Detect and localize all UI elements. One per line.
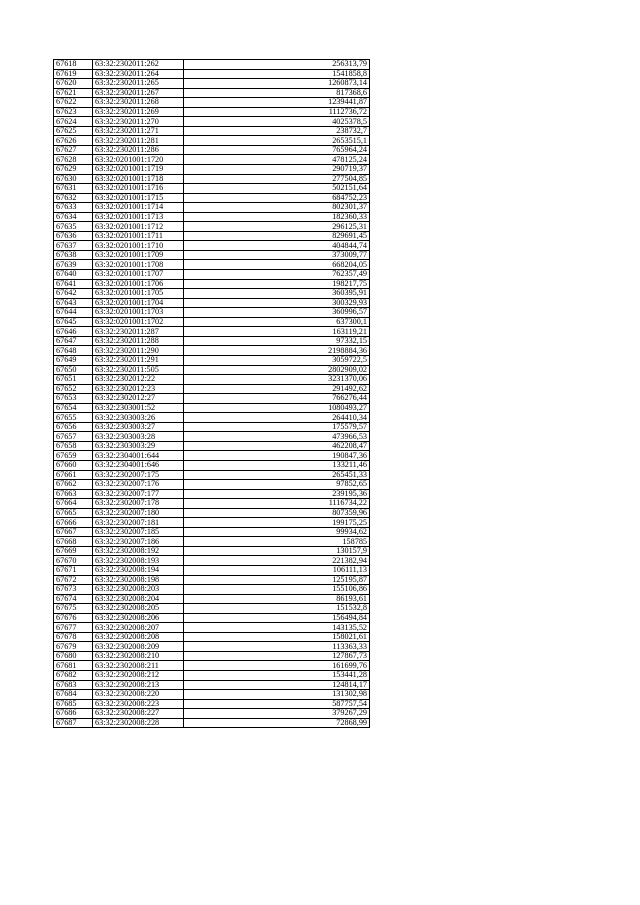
cadastral-value-cell: 198217,75 (184, 279, 370, 289)
cadastral-value-cell: 2198884,36 (184, 346, 370, 356)
row-number-cell: 67670 (54, 556, 93, 566)
cadastral-value-cell: 158021,61 (184, 632, 370, 642)
cadastral-number-cell: 63:32:2302011:290 (93, 346, 184, 356)
cadastral-number-cell: 63:32:2303003:28 (93, 432, 184, 442)
row-number-cell: 67685 (54, 699, 93, 709)
cadastral-value-cell: 765964,24 (184, 145, 370, 155)
cadastral-value-cell: 462208,47 (184, 441, 370, 451)
cadastral-value-cell: 277504,85 (184, 174, 370, 184)
table-row (54, 126, 370, 136)
row-number-cell: 67664 (54, 499, 93, 509)
table-row (54, 489, 370, 499)
cadastral-value-cell: 124814,17 (184, 680, 370, 690)
table-row (54, 60, 370, 70)
row-number-cell: 67625 (54, 126, 93, 136)
table-row (54, 384, 370, 394)
row-number-cell: 67644 (54, 308, 93, 318)
cadastral-number-cell: 63:32:0201001:1708 (93, 260, 184, 270)
table-row (54, 623, 370, 633)
table-row (54, 145, 370, 155)
cadastral-number-cell: 63:32:0201001:1712 (93, 222, 184, 232)
row-number-cell: 67626 (54, 136, 93, 146)
row-number-cell: 67628 (54, 155, 93, 165)
row-number-cell: 67627 (54, 145, 93, 155)
table-row (54, 107, 370, 117)
table-row (54, 231, 370, 241)
table-row (54, 594, 370, 604)
table-row (54, 613, 370, 623)
cadastral-number-cell: 63:32:2302011:291 (93, 355, 184, 365)
cadastral-number-cell: 63:32:0201001:1702 (93, 317, 184, 327)
cadastral-number-cell: 63:32:2302011:505 (93, 365, 184, 375)
table-row (54, 117, 370, 127)
cadastral-value-cell: 127867,73 (184, 651, 370, 661)
table-row (54, 413, 370, 423)
cadastral-value-cell: 151532,8 (184, 604, 370, 614)
row-number-cell: 67637 (54, 241, 93, 251)
cadastral-number-cell: 63:32:0201001:1711 (93, 231, 184, 241)
row-number-cell: 67651 (54, 375, 93, 385)
cadastral-value-cell: 3231370,06 (184, 375, 370, 385)
cadastral-value-cell: 817368,6 (184, 88, 370, 98)
row-number-cell: 67655 (54, 413, 93, 423)
row-number-cell: 67622 (54, 98, 93, 108)
row-number-cell: 67629 (54, 165, 93, 175)
cadastral-value-cell: 829691,45 (184, 231, 370, 241)
row-number-cell: 67619 (54, 69, 93, 79)
cadastral-number-cell: 63:32:2303001:52 (93, 403, 184, 413)
table-row (54, 365, 370, 375)
table-row (54, 260, 370, 270)
cadastral-value-cell: 199175,25 (184, 518, 370, 528)
cadastral-value-cell: 264410,34 (184, 413, 370, 423)
cadastral-number-cell: 63:32:2302012:23 (93, 384, 184, 394)
table-row (54, 422, 370, 432)
row-number-cell: 67679 (54, 642, 93, 652)
row-number-cell: 67684 (54, 690, 93, 700)
cadastral-number-cell: 63:32:2302008:203 (93, 585, 184, 595)
table-row (54, 79, 370, 89)
row-number-cell: 67666 (54, 518, 93, 528)
row-number-cell: 67633 (54, 203, 93, 213)
table-row (54, 565, 370, 575)
table-row (54, 270, 370, 280)
row-number-cell: 67654 (54, 403, 93, 413)
cadastral-number-cell: 63:32:2303003:27 (93, 422, 184, 432)
cadastral-number-cell: 63:32:2302007:185 (93, 527, 184, 537)
row-number-cell: 67665 (54, 508, 93, 518)
cadastral-number-cell: 63:32:0201001:1720 (93, 155, 184, 165)
cadastral-number-cell: 63:32:2302011:269 (93, 107, 184, 117)
cadastral-value-cell: 1112736,72 (184, 107, 370, 117)
table-row (54, 451, 370, 461)
cadastral-number-cell: 63:32:2302008:210 (93, 651, 184, 661)
cadastral-number-cell: 63:32:2302007:177 (93, 489, 184, 499)
cadastral-number-cell: 63:32:0201001:1716 (93, 184, 184, 194)
cadastral-number-cell: 63:32:0201001:1705 (93, 289, 184, 299)
cadastral-value-cell: 239195,36 (184, 489, 370, 499)
cadastral-number-cell: 63:32:2302011:287 (93, 327, 184, 337)
cadastral-number-cell: 63:32:2302007:181 (93, 518, 184, 528)
cadastral-number-cell: 63:32:2302008:211 (93, 661, 184, 671)
table-row (54, 441, 370, 451)
table-row (54, 241, 370, 251)
table-row (54, 556, 370, 566)
table-row (54, 460, 370, 470)
row-number-cell: 67646 (54, 327, 93, 337)
table-body (54, 60, 370, 728)
cadastral-number-cell: 63:32:2302011:286 (93, 145, 184, 155)
table-row (54, 250, 370, 260)
table-row (54, 651, 370, 661)
cadastral-value-cell: 290719,37 (184, 165, 370, 175)
cadastral-value-cell: 379267,29 (184, 709, 370, 719)
cadastral-value-cell: 163119,21 (184, 327, 370, 337)
cadastral-number-cell: 63:32:0201001:1714 (93, 203, 184, 213)
cadastral-value-cell: 158785 (184, 537, 370, 547)
row-number-cell: 67669 (54, 546, 93, 556)
cadastral-value-cell: 221382,94 (184, 556, 370, 566)
cadastral-value-cell: 86193,61 (184, 594, 370, 604)
row-number-cell: 67621 (54, 88, 93, 98)
cadastral-value-cell: 4025378,5 (184, 117, 370, 127)
table-row (54, 575, 370, 585)
cadastral-number-cell: 63:32:0201001:1703 (93, 308, 184, 318)
cadastral-number-cell: 63:32:2304001:644 (93, 451, 184, 461)
table-row (54, 279, 370, 289)
row-number-cell: 67620 (54, 79, 93, 89)
cadastral-value-cell: 684752,23 (184, 193, 370, 203)
row-number-cell: 67663 (54, 489, 93, 499)
cadastral-number-cell: 63:32:2302008:223 (93, 699, 184, 709)
cadastral-value-cell: 2802909,02 (184, 365, 370, 375)
row-number-cell: 67639 (54, 260, 93, 270)
row-number-cell: 67632 (54, 193, 93, 203)
row-number-cell: 67667 (54, 527, 93, 537)
cadastral-value-cell: 668204,05 (184, 260, 370, 270)
cadastral-number-cell: 63:32:0201001:1706 (93, 279, 184, 289)
cadastral-value-cell: 256313,79 (184, 60, 370, 70)
row-number-cell: 67660 (54, 460, 93, 470)
table-row (54, 642, 370, 652)
table-row (54, 671, 370, 681)
table-row (54, 632, 370, 642)
table-row (54, 394, 370, 404)
row-number-cell: 67656 (54, 422, 93, 432)
cadastral-number-cell: 63:32:0201001:1715 (93, 193, 184, 203)
cadastral-number-cell: 63:32:0201001:1704 (93, 298, 184, 308)
row-number-cell: 67674 (54, 594, 93, 604)
row-number-cell: 67648 (54, 346, 93, 356)
cadastral-value-cell: 360996,57 (184, 308, 370, 318)
cadastral-value-cell: 300329,93 (184, 298, 370, 308)
row-number-cell: 67638 (54, 250, 93, 260)
cadastral-value-cell: 802301,37 (184, 203, 370, 213)
cadastral-value-cell: 155106,86 (184, 585, 370, 595)
row-number-cell: 67650 (54, 365, 93, 375)
cadastral-number-cell: 63:32:2302011:267 (93, 88, 184, 98)
row-number-cell: 67649 (54, 355, 93, 365)
table-row (54, 88, 370, 98)
cadastral-number-cell: 63:32:0201001:1709 (93, 250, 184, 260)
table-row (54, 585, 370, 595)
row-number-cell: 67645 (54, 317, 93, 327)
cadastral-value-cell: 807359,96 (184, 508, 370, 518)
cadastral-number-cell: 63:32:2302007:175 (93, 470, 184, 480)
cadastral-value-cell: 1116734,22 (184, 499, 370, 509)
table-row (54, 222, 370, 232)
cadastral-value-cell: 502151,64 (184, 184, 370, 194)
cadastral-value-cell: 97852,65 (184, 480, 370, 490)
cadastral-number-cell: 63:32:2302008:212 (93, 671, 184, 681)
row-number-cell: 67678 (54, 632, 93, 642)
cadastral-number-cell: 63:32:2303003:29 (93, 441, 184, 451)
table-row (54, 289, 370, 299)
table-row (54, 355, 370, 365)
row-number-cell: 67640 (54, 270, 93, 280)
row-number-cell: 67683 (54, 680, 93, 690)
cadastral-number-cell: 63:32:2302011:265 (93, 79, 184, 89)
table-row (54, 432, 370, 442)
cadastral-value-cell: 113363,33 (184, 642, 370, 652)
cadastral-value-cell: 1080493,27 (184, 403, 370, 413)
cadastral-value-cell: 130157,9 (184, 546, 370, 556)
row-number-cell: 67630 (54, 174, 93, 184)
cadastral-number-cell: 63:32:2302011:262 (93, 60, 184, 70)
cadastral-number-cell: 63:32:2302008:206 (93, 613, 184, 623)
cadastral-number-cell: 63:32:0201001:1710 (93, 241, 184, 251)
table-row (54, 184, 370, 194)
cadastral-value-cell: 133211,46 (184, 460, 370, 470)
cadastral-number-cell: 63:32:2302008:205 (93, 604, 184, 614)
cadastral-number-cell: 63:32:2302008:204 (93, 594, 184, 604)
table-row (54, 69, 370, 79)
table-row (54, 346, 370, 356)
row-number-cell: 67634 (54, 212, 93, 222)
row-number-cell: 67635 (54, 222, 93, 232)
cadastral-number-cell: 63:32:0201001:1713 (93, 212, 184, 222)
table-row (54, 212, 370, 222)
table-row (54, 165, 370, 175)
cadastral-value-cell: 766276,44 (184, 394, 370, 404)
cadastral-value-cell: 2653515,1 (184, 136, 370, 146)
cadastral-value-cell: 373009,77 (184, 250, 370, 260)
cadastral-value-cell: 360395,91 (184, 289, 370, 299)
row-number-cell: 67661 (54, 470, 93, 480)
row-number-cell: 67642 (54, 289, 93, 299)
row-number-cell: 67624 (54, 117, 93, 127)
table-row (54, 680, 370, 690)
row-number-cell: 67647 (54, 336, 93, 346)
cadastral-value-cell: 587757,54 (184, 699, 370, 709)
cadastral-number-cell: 63:32:2302011:281 (93, 136, 184, 146)
cadastral-value-cell: 762357,49 (184, 270, 370, 280)
cadastral-value-cell: 161699,76 (184, 661, 370, 671)
table-row (54, 546, 370, 556)
cadastral-number-cell: 63:32:2302008:198 (93, 575, 184, 585)
cadastral-number-cell: 63:32:2302007:178 (93, 499, 184, 509)
cadastral-number-cell: 63:32:2302011:270 (93, 117, 184, 127)
cadastral-number-cell: 63:32:2302008:207 (93, 623, 184, 633)
table-row (54, 375, 370, 385)
cadastral-value-cell: 153441,28 (184, 671, 370, 681)
table-row (54, 136, 370, 146)
row-number-cell: 67680 (54, 651, 93, 661)
cadastral-number-cell: 63:32:0201001:1718 (93, 174, 184, 184)
table-row (54, 718, 370, 728)
table-row (54, 527, 370, 537)
row-number-cell: 67677 (54, 623, 93, 633)
row-number-cell: 67686 (54, 709, 93, 719)
cadastral-number-cell: 63:32:2302011:268 (93, 98, 184, 108)
cadastral-value-cell: 190847,36 (184, 451, 370, 461)
cadastral-number-cell: 63:32:2302007:176 (93, 480, 184, 490)
cadastral-value-cell: 182360,33 (184, 212, 370, 222)
row-number-cell: 67672 (54, 575, 93, 585)
cadastral-number-cell: 63:32:2302008:220 (93, 690, 184, 700)
cadastral-value-cell: 99934,62 (184, 527, 370, 537)
table-row (54, 308, 370, 318)
row-number-cell: 67657 (54, 432, 93, 442)
cadastral-number-cell: 63:32:2302011:288 (93, 336, 184, 346)
row-number-cell: 67681 (54, 661, 93, 671)
table-row (54, 499, 370, 509)
cadastral-number-cell: 63:32:2302012:22 (93, 375, 184, 385)
cadastral-value-cell: 637300,1 (184, 317, 370, 327)
cadastral-number-cell: 63:32:2302008:193 (93, 556, 184, 566)
row-number-cell: 67643 (54, 298, 93, 308)
table-row (54, 317, 370, 327)
cadastral-value-cell: 291492,62 (184, 384, 370, 394)
cadastral-number-cell: 63:32:2302007:186 (93, 537, 184, 547)
cadastral-number-cell: 63:32:2302011:264 (93, 69, 184, 79)
cadastral-value-cell: 1239441,87 (184, 98, 370, 108)
table-row (54, 203, 370, 213)
table-row (54, 327, 370, 337)
cadastral-number-cell: 63:32:2302008:208 (93, 632, 184, 642)
cadastral-number-cell: 63:32:2302008:227 (93, 709, 184, 719)
row-number-cell: 67676 (54, 613, 93, 623)
table-row (54, 480, 370, 490)
cadastral-number-cell: 63:32:2302008:228 (93, 718, 184, 728)
cadastral-number-cell: 63:32:2302007:180 (93, 508, 184, 518)
table-row (54, 336, 370, 346)
row-number-cell: 67658 (54, 441, 93, 451)
table-row (54, 508, 370, 518)
cadastral-value-cell: 106111,13 (184, 565, 370, 575)
table-row (54, 661, 370, 671)
cadastral-value-cell: 175579,57 (184, 422, 370, 432)
cadastral-value-cell: 3059722,5 (184, 355, 370, 365)
row-number-cell: 67631 (54, 184, 93, 194)
cadastral-number-cell: 63:32:2302008:192 (93, 546, 184, 556)
cadastral-number-cell: 63:32:2302008:213 (93, 680, 184, 690)
cadastral-value-cell: 72868,99 (184, 718, 370, 728)
cadastral-number-cell: 63:32:0201001:1707 (93, 270, 184, 280)
row-number-cell: 67652 (54, 384, 93, 394)
cadastral-value-cell: 156494,84 (184, 613, 370, 623)
table-row (54, 193, 370, 203)
table-row (54, 690, 370, 700)
table-row (54, 699, 370, 709)
row-number-cell: 67682 (54, 671, 93, 681)
cadastral-value-cell: 97332,15 (184, 336, 370, 346)
row-number-cell: 67618 (54, 60, 93, 70)
row-number-cell: 67668 (54, 537, 93, 547)
cadastral-number-cell: 63:32:0201001:1719 (93, 165, 184, 175)
row-number-cell: 67662 (54, 480, 93, 490)
cadastral-number-cell: 63:32:2304001:646 (93, 460, 184, 470)
cadastral-value-cell: 143135,52 (184, 623, 370, 633)
row-number-cell: 67671 (54, 565, 93, 575)
row-number-cell: 67673 (54, 585, 93, 595)
cadastral-value-cell: 131302,98 (184, 690, 370, 700)
cadastral-number-cell: 63:32:2302008:209 (93, 642, 184, 652)
cadastral-value-cell: 473966,53 (184, 432, 370, 442)
cadastral-value-cell: 404844,74 (184, 241, 370, 251)
table-row (54, 174, 370, 184)
row-number-cell: 67641 (54, 279, 93, 289)
table-row (54, 155, 370, 165)
row-number-cell: 67659 (54, 451, 93, 461)
table-row (54, 470, 370, 480)
cadastral-value-cell: 296125,31 (184, 222, 370, 232)
cadastral-value-cell: 238732,7 (184, 126, 370, 136)
table-row (54, 709, 370, 719)
row-number-cell: 67687 (54, 718, 93, 728)
cadastral-value-cell: 1541858,8 (184, 69, 370, 79)
table-row (54, 518, 370, 528)
cadastral-value-cell: 478125,24 (184, 155, 370, 165)
table-row (54, 403, 370, 413)
cadastral-value-cell: 265451,33 (184, 470, 370, 480)
row-number-cell: 67675 (54, 604, 93, 614)
row-number-cell: 67636 (54, 231, 93, 241)
cadastral-value-cell: 125195,87 (184, 575, 370, 585)
table-row (54, 298, 370, 308)
cadastral-number-cell: 63:32:2303003:26 (93, 413, 184, 423)
table-row (54, 604, 370, 614)
cadastral-number-cell: 63:32:2302012:27 (93, 394, 184, 404)
cadastral-number-cell: 63:32:2302011:271 (93, 126, 184, 136)
cadastral-value-cell: 1260873,14 (184, 79, 370, 89)
cadastral-value-table (53, 59, 370, 728)
cadastral-number-cell: 63:32:2302008:194 (93, 565, 184, 575)
table-row (54, 98, 370, 108)
table-row (54, 537, 370, 547)
row-number-cell: 67623 (54, 107, 93, 117)
row-number-cell: 67653 (54, 394, 93, 404)
